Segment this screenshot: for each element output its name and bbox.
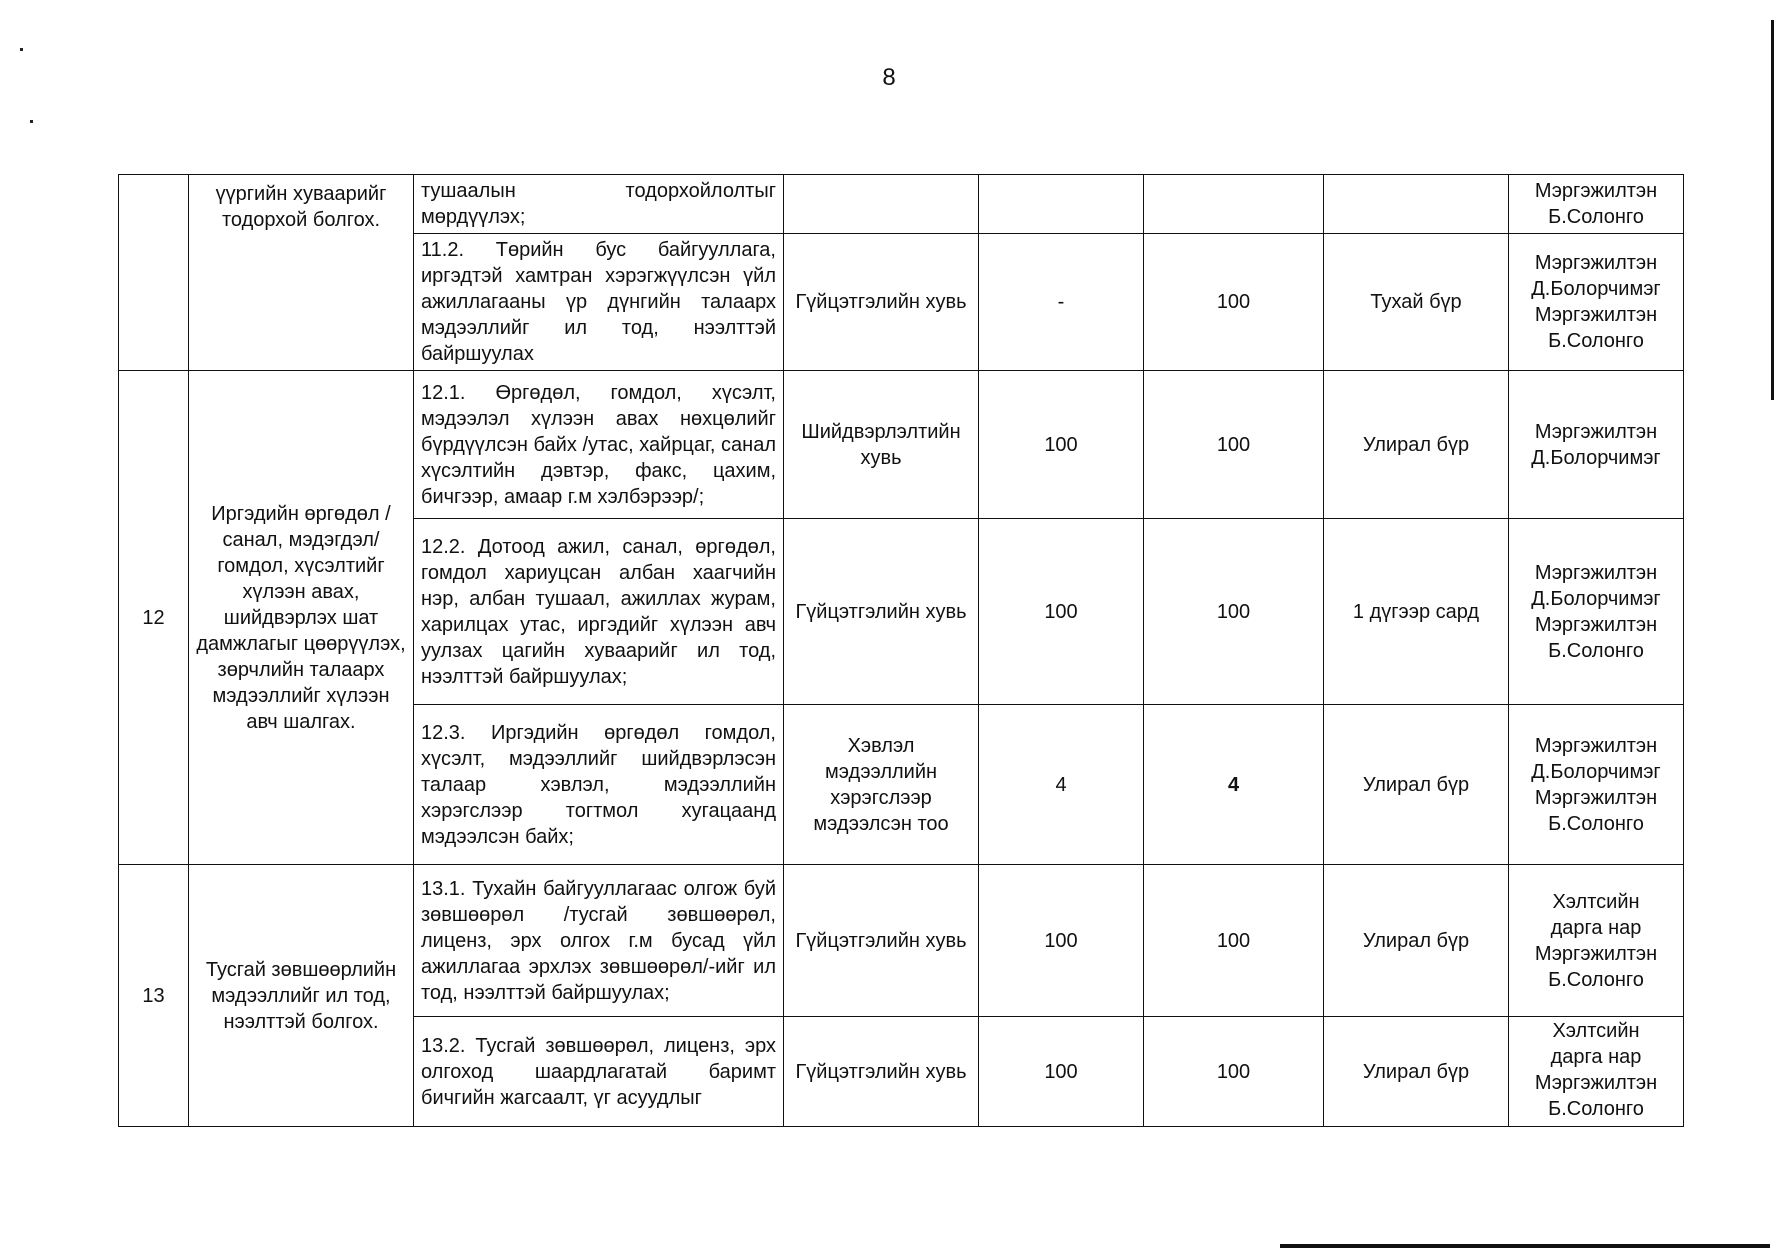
baseline-cell: 100 [979,519,1144,705]
responsible-cell [1509,1017,1684,1127]
responsible-line: Мэргэжилтэн [1534,420,1658,443]
responsible-line: Мэргэжилтэн [1534,786,1658,809]
responsible-line: Б.Солонго [1548,330,1644,352]
table-row [119,175,1684,234]
baseline-cell: 100 [979,865,1144,1017]
baseline-cell: - [979,234,1144,371]
responsible-line: Б.Солонго [1548,1098,1644,1120]
task-cell: 12.3. Иргэдийн өргөдөл гомдол, хүсэлт, мэдээллийг шийдвэрлэсэн талаар хэвлэл, мэдээллийн хэрэгслээр тогтмол хугацаанд мэдээлсэн байх; [414,705,784,865]
goal-cell: үүргийн хуваарийг тодорхой болгох. [189,175,414,371]
baseline-cell: 100 [979,1017,1144,1127]
task-cell: 13.1. Тухайн байгууллагаас олгож буй зөвшөөрөл /тусгай зөвшөөрөл, лиценз, эрх олгох г.м бусад үйл ажиллагаа эрхлэх зөвшөөрөл/-ийг ил тод, нээлттэй байршуулах; [414,865,784,1017]
scan-bottom-line [1280,1244,1770,1248]
baseline-cell: 100 [979,371,1144,519]
target-cell: 100 [1144,519,1324,705]
responsible-line: дарга нар [1550,1046,1642,1068]
frequency-cell: Улирал бүр [1324,1017,1509,1127]
indicator-cell: Шийдвэрлэлтийн хувь [784,371,979,519]
goal-cell: Иргэдийн өргөдөл /санал, мэдэгдэл/ гомдол, хүсэлтийг хүлээн авах, шийдвэрлэх шат дамжлагыг цөөрүүлэх, зөрчлийн талаарх мэдээллийг хүлээн авч шалгах. [189,371,414,865]
table-row [119,865,1684,1017]
indicator-cell: Гүйцэтгэлийн хувь [784,865,979,1017]
baseline-cell [979,175,1144,234]
task-cell: 12.2. Дотоод ажил, санал, өргөдөл, гомдол хариуцсан албан хаагчийн нэр, албан тушаал, ажиллах журам, харилцах утас, иргэдийг хүлээн авч уулзах цагийн хуваарийг ил тод, нээлттэй байршуулах; [414,519,784,705]
row-number: 12 [119,371,189,865]
responsible-cell [1509,519,1684,705]
scan-speck [30,120,33,123]
plan-table [118,174,1684,1127]
frequency-cell: Улирал бүр [1324,865,1509,1017]
row-number: 13 [119,865,189,1127]
responsible-line: Мэргэжилтэн [1534,613,1658,636]
responsible-cell [1509,865,1684,1017]
indicator-cell: Хэвлэл мэдээллийн хэрэгслээр мэдээлсэн тоо [784,705,979,865]
responsible-line: Б.Солонго [1548,639,1644,662]
target-cell: 100 [1144,234,1324,371]
goal-cell: Тусгай зөвшөөрлийн мэдээллийг ил тод, нээлттэй болгох. [189,865,414,1127]
task-cell: тушаалын тодорхойлолтыг мөрдүүлэх; [414,175,784,234]
baseline-cell: 4 [979,705,1144,865]
target-cell: 100 [1144,1017,1324,1127]
responsible-line: Б.Солонго [1548,206,1644,228]
responsible-line: Б.Солонго [1548,812,1644,835]
responsible-line: Б.Солонго [1548,968,1644,991]
target-cell: 100 [1144,371,1324,519]
responsible-line: Мэргэжилтэн [1534,561,1658,584]
responsible-line: Мэргэжилтэн [1534,942,1658,965]
responsible-cell [1509,371,1684,519]
responsible-cell [1509,234,1684,371]
responsible-line: Хэлтсийн [1552,1020,1640,1042]
page-number: 8 [882,64,896,91]
task-cell: 11.2. Төрийн бус байгууллага, иргэдтэй хамтран хэрэгжүүлсэн үйл ажиллагааны үр дүнгийн талаарх мэдээллийг ил тод, нээлттэй байршуулах [414,234,784,371]
target-cell: 4 [1144,705,1324,865]
responsible-line: Мэргэжилтэн [1534,734,1658,757]
responsible-line: Мэргэжилтэн [1534,180,1658,202]
frequency-cell: Тухай бүр [1324,234,1509,371]
task-cell: 12.1. Өргөдөл, гомдол, хүсэлт, мэдээлэл хүлээн авах нөхцөлийг бүрдүүлсэн байх /утас, хайрцаг, санал хүсэлтийн дэвтэр, факс, цахим, бичгээр, амаар г.м хэлбэрээр/; [414,371,784,519]
frequency-cell: 1 дүгээр сард [1324,519,1509,705]
indicator-cell: Гүйцэтгэлийн хувь [784,234,979,371]
responsible-cell [1509,175,1684,234]
responsible-line: Д.Болорчимэг [1531,760,1661,783]
indicator-cell: Гүйцэтгэлийн хувь [784,1017,979,1127]
responsible-line: Хэлтсийн [1552,890,1640,913]
responsible-line: дарга нар [1550,916,1642,939]
target-cell [1144,175,1324,234]
responsible-line: Мэргэжилтэн [1534,1072,1658,1094]
frequency-cell: Улирал бүр [1324,371,1509,519]
responsible-line: Мэргэжилтэн [1534,304,1658,326]
responsible-line: Д.Болорчимэг [1531,278,1661,300]
frequency-cell: Улирал бүр [1324,705,1509,865]
responsible-line: Д.Болорчимэг [1531,446,1661,469]
indicator-cell: Гүйцэтгэлийн хувь [784,519,979,705]
frequency-cell [1324,175,1509,234]
indicator-cell [784,175,979,234]
target-cell: 100 [1144,865,1324,1017]
scan-speck [20,48,23,51]
responsible-line: Д.Болорчимэг [1531,587,1661,610]
table-row [119,371,1684,519]
row-number [119,175,189,371]
responsible-cell [1509,705,1684,865]
responsible-line: Мэргэжилтэн [1534,252,1658,274]
task-cell: 13.2. Тусгай зөвшөөрөл, лиценз, эрх олгоход шаардлагатай баримт бичгийн жагсаалт, үг асуудлыг [414,1017,784,1127]
